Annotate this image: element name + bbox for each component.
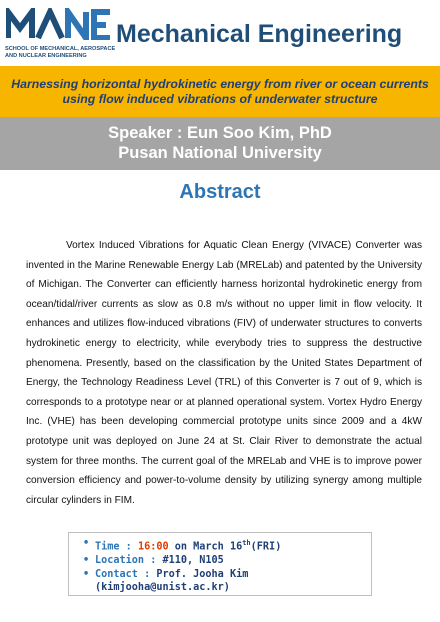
date-weekday: (FRI) [250, 541, 282, 553]
header [0, 0, 440, 66]
info-item-time [83, 537, 281, 554]
abstract-heading: Abstract [179, 181, 261, 203]
abstract-body: Vortex Induced Vibrations for Aquatic Clean Energy (VIVACE) Converter was invented in the Marine Renewable Energy Lab (MRELab) and patented by the University of Michigan. The Converter can efficiently harness horizontal hydrokinetic energy from ocean/tidal/river currents as slow as 0.8 m/s without no upper limit in flow velocity. It enhances and utilizes flow-induced vibrations (FIV) of underwater structures to converts hydrokinetic energy to electricity, while everybody tries to suppress the destructive phenomena. Presently, based on the classification by the United States Department of Energy, the Technology Readiness Level (TRL) of this Converter is 7 out of 9, which is corresponds to a prototype near or at planned operational system. Vortex Hydro Energy Inc. (VHE) has been developing commercial prototype units since 2009 and a 4kW prototype unit was deployed on June 24 at St. Clair River to demonstrate the actual system for three months. The current goal of the MRELab and VHE is to improve power conversion efficiency and power-to-volume density by utilizing synergy among multiple circular cylinders in FIM. [26, 240, 422, 506]
contact-email[interactable]: (kimjooha@unist.ac.kr) [95, 582, 230, 594]
date-ordinal: th [242, 539, 251, 547]
bullet-icon: • [83, 568, 90, 580]
talk-title [10, 77, 430, 107]
department-title: Mechanical Engineering [116, 20, 403, 48]
bullet-icon: • [83, 538, 90, 549]
logo-subtitle-line-2: AND NUCLEAR ENGINEERING [5, 53, 87, 59]
speaker-band [0, 117, 440, 170]
logo-subtitle-line-1: SCHOOL OF MECHANICAL, AEROSPACE [5, 46, 116, 52]
mane-logo [4, 6, 116, 62]
talk-title-line-2: using flow induced vibrations of underwater structure [62, 91, 378, 106]
event-info-box [68, 532, 372, 596]
time-label: Time : [95, 541, 138, 553]
speaker-affiliation: Pusan National University [118, 144, 322, 162]
date-prefix: on March 16 [168, 541, 243, 553]
location-label: Location : [95, 554, 163, 566]
contact-name: Prof. Jooha Kim [156, 568, 249, 580]
talk-title-banner [0, 66, 440, 117]
bullet-icon: • [83, 554, 90, 566]
speaker-name: Speaker : Eun Soo Kim, PhD [108, 124, 332, 142]
info-item-contact [83, 568, 281, 582]
event-info-list [83, 537, 281, 595]
logo-subtitle [5, 46, 115, 60]
location-value: #110, N105 [162, 554, 224, 566]
talk-title-line-1: Harnessing horizontal hydrokinetic energy from river or ocean currents [11, 76, 429, 91]
time-value: 16:00 [137, 541, 169, 553]
logo-swoosh-graphic [6, 8, 110, 40]
info-item-location [83, 554, 281, 568]
contact-label: Contact : [95, 568, 157, 580]
info-item-contact-email [83, 581, 281, 595]
